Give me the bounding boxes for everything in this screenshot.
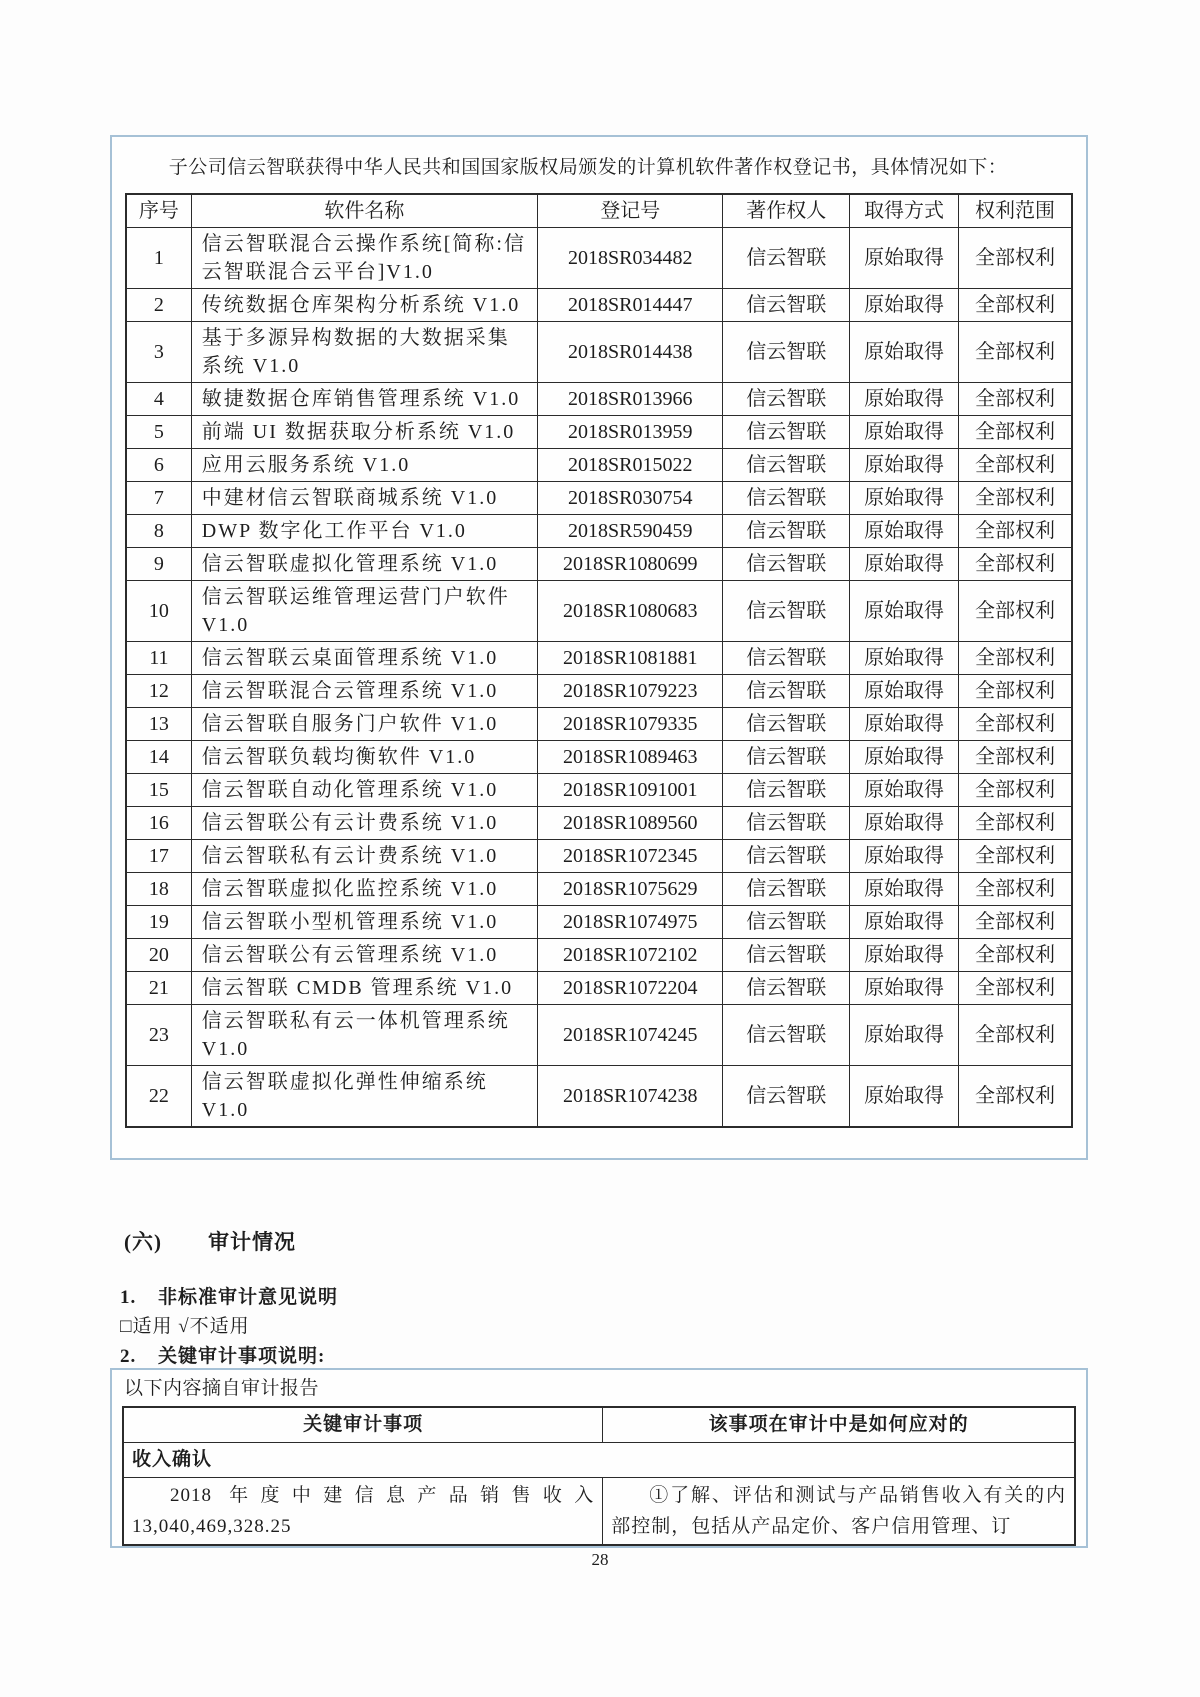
- table-row: [126, 322, 1072, 383]
- cell-copyright-owner: 信云智联: [723, 906, 850, 939]
- cell-seq-no: 23: [126, 1005, 191, 1066]
- cell-rights-scope: 全部权利: [958, 939, 1072, 972]
- cell-copyright-owner: 信云智联: [723, 322, 850, 383]
- cell-acquisition-method: 原始取得: [850, 708, 959, 741]
- cell-software-name: 信云智联自服务门户软件 V1.0: [191, 708, 537, 741]
- audit-response-cell: [603, 1478, 1075, 1546]
- cell-copyright-owner: 信云智联: [723, 228, 850, 289]
- cell-software-name: 信云智联小型机管理系统 V1.0: [191, 906, 537, 939]
- cell-rights-scope: 全部权利: [958, 482, 1072, 515]
- table-row: [126, 675, 1072, 708]
- cell-rights-scope: 全部权利: [958, 322, 1072, 383]
- matter-line1: 2018 年度中建信息产品销售收入: [170, 1485, 595, 1506]
- cell-registration-no: 2018SR013959: [538, 416, 723, 449]
- cell-copyright-owner: 信云智联: [723, 449, 850, 482]
- cell-copyright-owner: 信云智联: [723, 383, 850, 416]
- cell-registration-no: 2018SR1091001: [538, 774, 723, 807]
- cell-copyright-owner: 信云智联: [723, 1005, 850, 1066]
- cell-copyright-owner: 信云智联: [723, 289, 850, 322]
- cell-acquisition-method: 原始取得: [850, 675, 959, 708]
- cell-software-name: 信云智联虚拟化监控系统 V1.0: [191, 873, 537, 906]
- cell-rights-scope: 全部权利: [958, 972, 1072, 1005]
- item1-title: 非标准审计意见说明: [158, 1287, 339, 1308]
- revenue-recognition-label: 收入确认: [123, 1443, 1075, 1478]
- cell-acquisition-method: 原始取得: [850, 482, 959, 515]
- cell-copyright-owner: 信云智联: [723, 807, 850, 840]
- table-row: [126, 939, 1072, 972]
- cell-copyright-owner: 信云智联: [723, 416, 850, 449]
- cell-seq-no: 6: [126, 449, 191, 482]
- cell-seq-no: 20: [126, 939, 191, 972]
- table-row: [126, 873, 1072, 906]
- cell-acquisition-method: 原始取得: [850, 840, 959, 873]
- cell-software-name: 信云智联私有云一体机管理系统 V1.0: [191, 1005, 537, 1066]
- table-row: [126, 449, 1072, 482]
- audit-section-row: [123, 1443, 1075, 1478]
- cell-software-name: 传统数据仓库架构分析系统 V1.0: [191, 289, 537, 322]
- audit-table-header-row: [123, 1407, 1075, 1443]
- cell-seq-no: 15: [126, 774, 191, 807]
- cell-software-name: 信云智联私有云计费系统 V1.0: [191, 840, 537, 873]
- cell-registration-no: 2018SR1089560: [538, 807, 723, 840]
- cell-rights-scope: 全部权利: [958, 906, 1072, 939]
- software-table-body: [126, 228, 1072, 1128]
- cell-rights-scope: 全部权利: [958, 708, 1072, 741]
- copyright-registration-box: [110, 135, 1088, 1160]
- cell-registration-no: 2018SR1072204: [538, 972, 723, 1005]
- table-row: [126, 383, 1072, 416]
- table-row: [126, 741, 1072, 774]
- cell-software-name: 前端 UI 数据获取分析系统 V1.0: [191, 416, 537, 449]
- intro-paragraph: 子公司信云智联获得中华人民共和国国家版权局颁发的计算机软件著作权登记书，具体情况如下：: [168, 157, 1008, 178]
- cell-acquisition-method: 原始取得: [850, 228, 959, 289]
- cell-rights-scope: 全部权利: [958, 515, 1072, 548]
- cell-registration-no: 2018SR1089463: [538, 741, 723, 774]
- cell-registration-no: 2018SR1072345: [538, 840, 723, 873]
- cell-seq-no: 14: [126, 741, 191, 774]
- cell-registration-no: 2018SR014438: [538, 322, 723, 383]
- cell-seq-no: 4: [126, 383, 191, 416]
- cell-acquisition-method: 原始取得: [850, 1005, 959, 1066]
- item2-number: 2.: [120, 1346, 137, 1367]
- key-audit-matter-cell: [123, 1478, 603, 1546]
- table-row: [126, 642, 1072, 675]
- cell-rights-scope: 全部权利: [958, 449, 1072, 482]
- table-row: [126, 1066, 1072, 1128]
- table-row: [126, 482, 1072, 515]
- cell-registration-no: 2018SR1079223: [538, 675, 723, 708]
- cell-seq-no: 13: [126, 708, 191, 741]
- cell-acquisition-method: 原始取得: [850, 416, 959, 449]
- cell-software-name: 敏捷数据仓库销售管理系统 V1.0: [191, 383, 537, 416]
- cell-software-name: 信云智联运维管理运营门户软件 V1.0: [191, 581, 537, 642]
- cell-seq-no: 2: [126, 289, 191, 322]
- matter-amount: 13,040,469,328.25: [132, 1516, 292, 1537]
- audit-content-row: [123, 1478, 1075, 1546]
- cell-copyright-owner: 信云智联: [723, 741, 850, 774]
- table-row: [126, 1005, 1072, 1066]
- table-row: [126, 708, 1072, 741]
- header-acquisition-method: 取得方式: [850, 194, 959, 228]
- cell-rights-scope: 全部权利: [958, 581, 1072, 642]
- table-row: [126, 289, 1072, 322]
- table-row: [126, 228, 1072, 289]
- cell-seq-no: 12: [126, 675, 191, 708]
- cell-seq-no: 10: [126, 581, 191, 642]
- cell-registration-no: 2018SR1080699: [538, 548, 723, 581]
- cell-copyright-owner: 信云智联: [723, 840, 850, 873]
- cell-software-name: 信云智联自动化管理系统 V1.0: [191, 774, 537, 807]
- cell-copyright-owner: 信云智联: [723, 642, 850, 675]
- cell-copyright-owner: 信云智联: [723, 515, 850, 548]
- item-nonstandard-audit-opinion: [120, 1282, 338, 1309]
- section-number: (六): [124, 1230, 162, 1254]
- cell-seq-no: 5: [126, 416, 191, 449]
- cell-acquisition-method: 原始取得: [850, 741, 959, 774]
- cell-software-name: 信云智联负载均衡软件 V1.0: [191, 741, 537, 774]
- cell-registration-no: 2018SR014447: [538, 289, 723, 322]
- cell-registration-no: 2018SR1074975: [538, 906, 723, 939]
- item2-title: 关键审计事项说明:: [158, 1346, 326, 1367]
- header-seq-no: 序号: [126, 194, 191, 228]
- cell-rights-scope: 全部权利: [958, 416, 1072, 449]
- cell-seq-no: 3: [126, 322, 191, 383]
- page-number: 28: [591, 1550, 609, 1569]
- cell-rights-scope: 全部权利: [958, 741, 1072, 774]
- cell-seq-no: 1: [126, 228, 191, 289]
- cell-rights-scope: 全部权利: [958, 840, 1072, 873]
- cell-registration-no: 2018SR590459: [538, 515, 723, 548]
- cell-software-name: 信云智联公有云管理系统 V1.0: [191, 939, 537, 972]
- cell-seq-no: 18: [126, 873, 191, 906]
- cell-copyright-owner: 信云智联: [723, 708, 850, 741]
- cell-software-name: 基于多源异构数据的大数据采集系统 V1.0: [191, 322, 537, 383]
- cell-registration-no: 2018SR030754: [538, 482, 723, 515]
- cell-copyright-owner: 信云智联: [723, 581, 850, 642]
- section-heading-audit: [124, 1226, 296, 1256]
- response-text: ①了解、评估和测试与产品销售收入有关的内部控制，包括从产品定价、客户信用管理、订: [611, 1485, 1066, 1537]
- cell-acquisition-method: 原始取得: [850, 581, 959, 642]
- cell-acquisition-method: 原始取得: [850, 322, 959, 383]
- cell-seq-no: 16: [126, 807, 191, 840]
- cell-copyright-owner: 信云智联: [723, 548, 850, 581]
- header-registration-no: 登记号: [538, 194, 723, 228]
- header-audit-response: 该事项在审计中是如何应对的: [603, 1407, 1075, 1443]
- table-row: [126, 807, 1072, 840]
- table-row: [126, 840, 1072, 873]
- cell-acquisition-method: 原始取得: [850, 1066, 959, 1128]
- cell-acquisition-method: 原始取得: [850, 383, 959, 416]
- cell-software-name: 信云智联虚拟化弹性伸缩系统 V1.0: [191, 1066, 537, 1128]
- item-key-audit-matters: [120, 1341, 325, 1368]
- cell-rights-scope: 全部权利: [958, 642, 1072, 675]
- cell-registration-no: 2018SR013966: [538, 383, 723, 416]
- audit-report-note: 以下内容摘自审计报告: [124, 1378, 320, 1399]
- table-row: [126, 906, 1072, 939]
- cell-seq-no: 9: [126, 548, 191, 581]
- cell-registration-no: 2018SR1080683: [538, 581, 723, 642]
- cell-rights-scope: 全部权利: [958, 228, 1072, 289]
- cell-software-name: 信云智联公有云计费系统 V1.0: [191, 807, 537, 840]
- cell-registration-no: 2018SR1072102: [538, 939, 723, 972]
- cell-copyright-owner: 信云智联: [723, 972, 850, 1005]
- cell-rights-scope: 全部权利: [958, 383, 1072, 416]
- applicability-checkbox-line: □适用 √不适用: [120, 1316, 250, 1337]
- header-rights-scope: 权利范围: [958, 194, 1072, 228]
- cell-software-name: DWP 数字化工作平台 V1.0: [191, 515, 537, 548]
- cell-acquisition-method: 原始取得: [850, 939, 959, 972]
- cell-seq-no: 22: [126, 1066, 191, 1128]
- cell-registration-no: 2018SR1074238: [538, 1066, 723, 1128]
- cell-copyright-owner: 信云智联: [723, 675, 850, 708]
- cell-seq-no: 19: [126, 906, 191, 939]
- cell-registration-no: 2018SR034482: [538, 228, 723, 289]
- cell-copyright-owner: 信云智联: [723, 1066, 850, 1128]
- table-row: [126, 416, 1072, 449]
- cell-rights-scope: 全部权利: [958, 807, 1072, 840]
- cell-seq-no: 17: [126, 840, 191, 873]
- cell-acquisition-method: 原始取得: [850, 774, 959, 807]
- cell-copyright-owner: 信云智联: [723, 873, 850, 906]
- cell-copyright-owner: 信云智联: [723, 482, 850, 515]
- cell-acquisition-method: 原始取得: [850, 972, 959, 1005]
- cell-rights-scope: 全部权利: [958, 873, 1072, 906]
- table-header-row: [126, 194, 1072, 228]
- cell-seq-no: 21: [126, 972, 191, 1005]
- table-row: [126, 548, 1072, 581]
- cell-seq-no: 11: [126, 642, 191, 675]
- section-title: 审计情况: [208, 1230, 296, 1254]
- cell-rights-scope: 全部权利: [958, 774, 1072, 807]
- cell-acquisition-method: 原始取得: [850, 906, 959, 939]
- cell-seq-no: 7: [126, 482, 191, 515]
- cell-copyright-owner: 信云智联: [723, 939, 850, 972]
- table-row: [126, 972, 1072, 1005]
- cell-software-name: 信云智联混合云管理系统 V1.0: [191, 675, 537, 708]
- cell-acquisition-method: 原始取得: [850, 642, 959, 675]
- cell-software-name: 应用云服务系统 V1.0: [191, 449, 537, 482]
- cell-rights-scope: 全部权利: [958, 675, 1072, 708]
- cell-acquisition-method: 原始取得: [850, 289, 959, 322]
- cell-software-name: 信云智联混合云操作系统[简称:信云智联混合云平台]V1.0: [191, 228, 537, 289]
- cell-seq-no: 8: [126, 515, 191, 548]
- cell-acquisition-method: 原始取得: [850, 515, 959, 548]
- table-row: [126, 774, 1072, 807]
- software-copyright-table: [125, 193, 1073, 1128]
- cell-acquisition-method: 原始取得: [850, 873, 959, 906]
- cell-rights-scope: 全部权利: [958, 1005, 1072, 1066]
- cell-software-name: 中建材信云智联商城系统 V1.0: [191, 482, 537, 515]
- table-row: [126, 581, 1072, 642]
- cell-registration-no: 2018SR1074245: [538, 1005, 723, 1066]
- cell-software-name: 信云智联云桌面管理系统 V1.0: [191, 642, 537, 675]
- cell-software-name: 信云智联 CMDB 管理系统 V1.0: [191, 972, 537, 1005]
- cell-rights-scope: 全部权利: [958, 1066, 1072, 1128]
- key-audit-matters-table: [122, 1406, 1076, 1546]
- cell-rights-scope: 全部权利: [958, 289, 1072, 322]
- cell-copyright-owner: 信云智联: [723, 774, 850, 807]
- cell-rights-scope: 全部权利: [958, 548, 1072, 581]
- cell-registration-no: 2018SR1079335: [538, 708, 723, 741]
- cell-registration-no: 2018SR015022: [538, 449, 723, 482]
- cell-software-name: 信云智联虚拟化管理系统 V1.0: [191, 548, 537, 581]
- header-key-audit-matter: 关键审计事项: [123, 1407, 603, 1443]
- header-software-name: 软件名称: [191, 194, 537, 228]
- header-copyright-owner: 著作权人: [723, 194, 850, 228]
- key-audit-matters-box: [110, 1368, 1088, 1548]
- cell-acquisition-method: 原始取得: [850, 807, 959, 840]
- cell-registration-no: 2018SR1081881: [538, 642, 723, 675]
- item1-number: 1.: [120, 1287, 137, 1308]
- cell-acquisition-method: 原始取得: [850, 548, 959, 581]
- cell-registration-no: 2018SR1075629: [538, 873, 723, 906]
- cell-acquisition-method: 原始取得: [850, 449, 959, 482]
- table-row: [126, 515, 1072, 548]
